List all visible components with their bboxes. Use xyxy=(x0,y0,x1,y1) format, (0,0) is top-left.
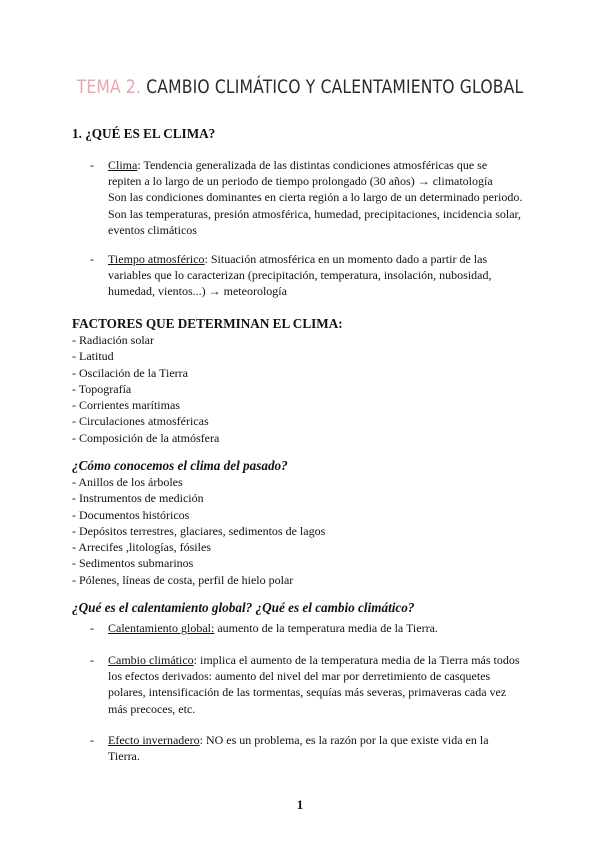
bullet-dash: - xyxy=(90,653,94,667)
bullet-dash: - xyxy=(90,252,94,266)
list-item: - Anillos de los árboles xyxy=(72,475,183,489)
list-item: - Composición de la atmósfera xyxy=(72,430,220,445)
term-clima: Clima xyxy=(108,158,138,172)
list-item: - Depósitos terrestres, glaciares, sedimentos de lagos xyxy=(72,523,326,538)
section-heading-pasado: ¿Cómo conocemos el clima del pasado? xyxy=(72,458,288,473)
list-item: - Instrumentos de medición xyxy=(72,491,204,506)
definition-calentamiento-global: Calentamiento global: aumento de la temperatura media de la Tierra. xyxy=(108,621,438,635)
factores-list xyxy=(72,332,219,446)
list-item: - Oscilación de la Tierra xyxy=(72,365,188,380)
term-efecto-invernadero: Efecto invernadero xyxy=(108,733,200,747)
term-cambio-climatico: Cambio climático xyxy=(108,653,194,667)
list-item: - Arrecifes ,litologías, fósiles xyxy=(72,540,211,555)
list-item: - Circulaciones atmosféricas xyxy=(72,414,209,429)
definition-clima: Clima: Tendencia generalizada de las distintas condiciones atmosféricas que se repiten a lo largo de un periodo de tiempo prolongado (30 años) → climatología Son las condiciones dominantes en cierta región a lo largo de un determinado periodo. Son las temperaturas, presión atmosférica, humedad, precipitaciones, incidencia solar, eventos climáticos xyxy=(108,158,523,237)
page-title xyxy=(54,76,546,98)
list-item: - Radiación solar xyxy=(72,333,154,347)
bullet-dash: - xyxy=(90,158,94,172)
section-heading-clima: 1. ¿QUÉ ES EL CLIMA? xyxy=(72,126,216,141)
section-heading-calentamiento: ¿Qué es el calentamiento global? ¿Qué es el cambio climático? xyxy=(72,600,415,615)
list-item: - Corrientes marítimas xyxy=(72,398,180,413)
pasado-list xyxy=(72,474,325,588)
definition-tiempo: Tiempo atmosférico: Situación atmosférica en un momento dado a partir de las variables que lo caracterizan (precipitación, temperatura, insolación, nubosidad, humedad, vientos...) → meteorología xyxy=(108,252,492,299)
list-item: - Topografía xyxy=(72,381,132,396)
definition-efecto-invernadero: Efecto invernadero: NO es un problema, es la razón por la que existe vida en la Tierra. xyxy=(108,733,489,764)
list-item: - Pólenes, líneas de costa, perfil de hielo polar xyxy=(72,572,294,587)
title-tema: TEMA 2. xyxy=(76,76,142,98)
term-calentamiento-global: Calentamiento global: xyxy=(108,621,215,635)
list-item: - Sedimentos submarinos xyxy=(72,556,194,571)
list-item: - Documentos históricos xyxy=(72,507,190,522)
bullet-dash: - xyxy=(90,733,94,747)
bullet-dash: - xyxy=(90,621,94,635)
title-main: CAMBIO CLIMÁTICO Y CALENTAMIENTO GLOBAL xyxy=(141,76,524,98)
page-number: 1 xyxy=(296,797,304,812)
term-tiempo-atmosferico: Tiempo atmosférico xyxy=(108,252,205,266)
definition-cambio-climatico: Cambio climático: implica el aumento de la temperatura media de la Tierra más todos los efectos derivados: aumento del nivel del mar por derretimiento de casquetes polares, intensificación de las tormentas, sequías más severas, primaveras cada vez más precoces, etc. xyxy=(108,653,520,716)
list-item: - Latitud xyxy=(72,349,114,364)
section-heading-factores: FACTORES QUE DETERMINAN EL CLIMA: xyxy=(72,316,343,331)
